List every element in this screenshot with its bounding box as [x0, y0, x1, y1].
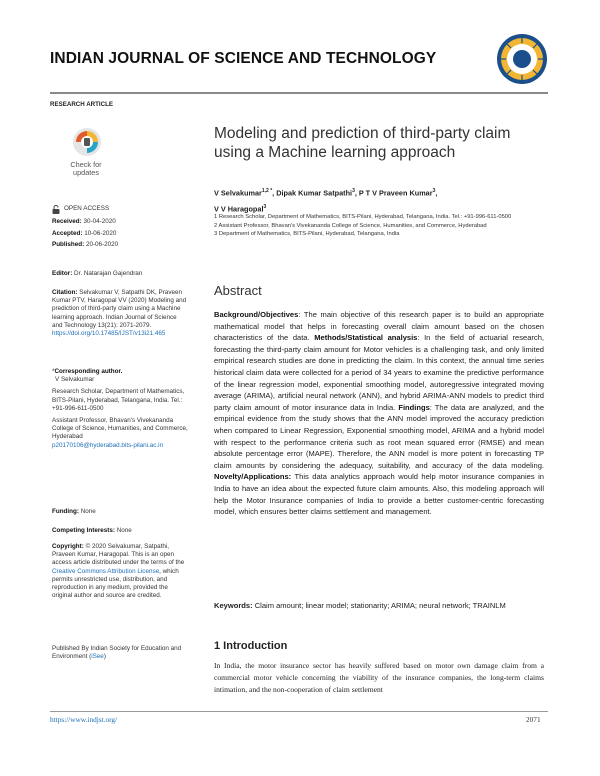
citation-doi-link[interactable]: https://doi.org/10.17485/IJST/v13i21.465 [52, 330, 166, 338]
funding: Funding: None [52, 508, 96, 515]
license-link[interactable]: Creative Commons Attribution License [52, 567, 160, 575]
corresponding-email-link[interactable]: p20170106@hyderabad.bits-pilani.ac.in [52, 441, 164, 449]
publisher: Published By Indian Society for Education and Environment (iSee) [52, 645, 182, 661]
page-number: 2071 [526, 715, 541, 724]
journal-logo-icon [496, 33, 548, 85]
author-name: Dipak Kumar Satpathi [276, 188, 353, 198]
author-name: V Selvakumar [214, 188, 262, 198]
author-list: V Selvakumar$^{1,2 *}$, Dipak Kumar Satpathi$^3$, P T V Praveen Kumar$^3$, V V Haragopal$^3$ [214, 188, 438, 214]
section-heading-introduction: 1 Introduction [214, 640, 288, 652]
footer-divider [50, 711, 548, 712]
citation: Citation: Selvakumar V, Satpathi DK, Praveen Kumar PTV, Haragopal VV (2020) Modeling and prediction of third-party claim using a Machine learning approach. Indian Journal of Science and Technology 13(21): 2071-2079. https://doi.org/10.17485/IJST/v13i21.465 [52, 289, 187, 338]
editor-info: Editor: Dr. Natarajan Gajendran [52, 270, 143, 277]
paper-title: Modeling and prediction of third-party claim using a Machine learning approach [214, 125, 511, 161]
journal-title: INDIAN JOURNAL OF SCIENCE AND TECHNOLOGY [50, 50, 437, 67]
competing-interests: Competing Interests: None [52, 527, 132, 534]
article-type: RESEARCH ARTICLE [50, 101, 114, 108]
copyright: Copyright: © 2020 Selvakumar, Satpathi, Praveen Kumar, Haragopal. This is an open access article distributed under the terms of the Creative Commons Attribution License, which permits unrestricted use, distribution, and reproduction in any medium, provided the original author and source are credited. [52, 543, 185, 600]
check-for-updates-label[interactable]: Check for updates [70, 160, 102, 177]
abstract-heading: Abstract [214, 283, 262, 298]
corresponding-author: *Corresponding author. V Selvakumar Research Scholar, Department of Mathematics, BITS-Pilani, Hyderabad, Telangana, India. Tel.: +91-996-611-0500 Assistant Professor, Bhavan's Vivekananda College of Science, Humanities, and Commerce, Hyderabad p20170106@hyderabad.bits-pilani.ac.in [52, 368, 188, 449]
author-name: P T V Praveen Kumar [358, 188, 433, 198]
article-dates: Received: 30-04-2020 Accepted: 10-06-2020 Published: 20-06-2020 [52, 218, 119, 249]
header-divider [50, 92, 548, 94]
isee-link[interactable]: iSee [91, 653, 104, 661]
affiliations: 1 Research Scholar, Department of Mathematics, BITS-Pilani, Hyderabad, Telangana, India. Tel.: +91-996-611-0500 2 Assistant Professor, Bhavan's Vivekananda College of Science, Humanities, and Commerce, Hyderabad 3 Department of Mathematics, BITS-Pilani, Hyderabad, Telangana, India [214, 214, 512, 238]
abstract-body: Background/Objectives: The main objective of this research paper is to build an appropriate mathematical model that helps in forecasting overall claim amount based on the chosen characteristics of the data. Methods/Statistical analysis: In the field of actuarial research, forecasting the third-party claim amount for Motor vehicles is a challenging task, and only limited empirical research studies are done in predicting the claim. In this context, the annual time series historical claim data were collected for a period of 34 years to examine the predictive performance of the linear regression model, exponential smoothing model, autoregressive integrated moving average (ARIMA), artificial neural network (ANN), and hybrid ARIMA-ANN models to predict third party claim amount of motor insurance data in India. Findings: The data are analyzed, and the empirical evidence from the study shows that the ANN model improved the accuracy prediction when compared to Linear Regression, Exponential smoothing model, ARIMA and a hybrid model with respect to the performance criteria such as root mean squared error (RMSE) and mean absolute percentage error (MAPE). Therefore, the ANN model is more potent in forecasting TP claim amounts by considering the adequacy, suitability, and accuracy of the data modeling. Novelty/Applications: This data analytics approach would help motor insurance companies in India to have an idea about the expected future claim amounts. Also, this modeling approach will help the Motor Insurance companies of India to provide a better customer-centric forecasting model, which ensures better claims settlement and management. [214, 310, 545, 517]
open-access: OPEN ACCESS [52, 205, 188, 214]
footer-url-link[interactable]: https://www.indjst.org/ [50, 715, 118, 724]
keywords: Keywords: Claim amount; linear model; stationarity; ARIMA; neural network; TRAINLM [214, 601, 506, 610]
introduction-text: In India, the motor insurance sector has heavily suffered based on motor own damage claim from a commercial motor vehicle concerning the viability of the insurance companies, the long-term claims intimation, and the non-cooperation of claim settlement [214, 661, 544, 694]
open-access-lock-icon [52, 205, 60, 214]
author-name: V V Haragopal [214, 204, 264, 214]
